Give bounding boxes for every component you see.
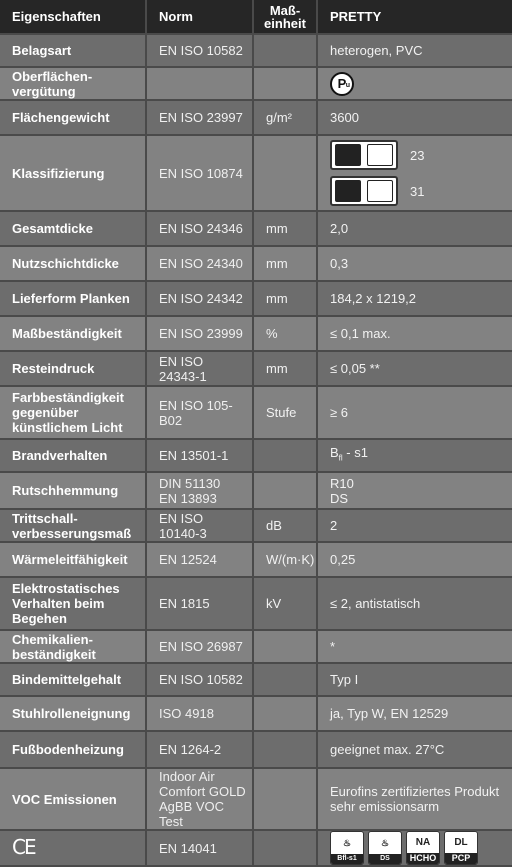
norm-cell: EN ISO 10582 (146, 663, 253, 696)
usage-class-label: 23 (410, 147, 425, 163)
value-cell: 184,2 x 1219,2 (317, 281, 512, 316)
value-cell: ≤ 0,1 max. (317, 316, 512, 351)
table-row (0, 630, 512, 663)
unit-cell: mm (253, 246, 317, 281)
value-cell: ja, Typ W, EN 12529 (317, 696, 512, 731)
slip-resistance-icon: ♨ DS (368, 831, 402, 865)
value-cell: ≤ 0,05 ** (317, 351, 512, 386)
property-cell: Fußbodenheizung (0, 731, 146, 768)
unit-cell (253, 830, 317, 866)
norm-cell: EN ISO 24340 (146, 246, 253, 281)
unit-cell: % (253, 316, 317, 351)
norm-cell: EN ISO 26987 (146, 630, 253, 663)
value-cell: Eurofins zertifiziertes Produkt sehr emissionsarm (317, 768, 512, 830)
property-cell: Farbbeständigkeit gegenüber künstlichem Licht (0, 386, 146, 439)
property-cell: Klassifizierung (0, 135, 146, 211)
property-cell: Flächengewicht (0, 100, 146, 135)
value-cell: 2 (317, 509, 512, 542)
unit-cell (253, 439, 317, 472)
norm-cell: EN 1815 (146, 577, 253, 630)
property-cell: Maßbeständigkeit (0, 316, 146, 351)
property-cell (0, 830, 146, 866)
property-cell: Nutzschichtdicke (0, 246, 146, 281)
table-row (0, 316, 512, 351)
norm-cell: DIN 51130 EN 13893 (146, 472, 253, 509)
property-cell: Gesamtdicke (0, 211, 146, 246)
norm-cell: EN 14041 (146, 830, 253, 866)
header-properties: Eigenschaften (0, 0, 146, 34)
unit-cell: mm (253, 351, 317, 386)
table-row (0, 768, 512, 830)
norm-cell: EN 13501-1 (146, 439, 253, 472)
value-cell: Typ I (317, 663, 512, 696)
table-row (0, 281, 512, 316)
table-row (0, 472, 512, 509)
norm-cell: EN ISO 23999 (146, 316, 253, 351)
property-cell: Lieferform Planken (0, 281, 146, 316)
value-cell: geeignet max. 27°C (317, 731, 512, 768)
header-product: PRETTY (317, 0, 512, 34)
norm-cell: EN ISO 24342 (146, 281, 253, 316)
table-row (0, 663, 512, 696)
value-cell (317, 67, 512, 100)
property-cell: Rutschhemmung (0, 472, 146, 509)
table-row (0, 577, 512, 630)
table-row (0, 696, 512, 731)
table-row (0, 830, 512, 866)
table-row (0, 246, 512, 281)
value-cell (317, 135, 512, 211)
usage-class-23-icon (330, 140, 398, 170)
norm-cell: EN 12524 (146, 542, 253, 577)
unit-cell: Stufe (253, 386, 317, 439)
unit-cell (253, 663, 317, 696)
unit-cell: dB (253, 509, 317, 542)
value-cell (317, 830, 512, 866)
pcp-icon: DL PCP (444, 831, 478, 865)
norm-cell: EN ISO 10582 (146, 34, 253, 67)
property-cell: Chemikalien- beständigkeit (0, 630, 146, 663)
table-row (0, 386, 512, 439)
value-cell: ≥ 6 (317, 386, 512, 439)
table-row (0, 67, 512, 100)
norm-cell (146, 67, 253, 100)
norm-cell: EN ISO 24343-1 (146, 351, 253, 386)
property-cell: Elektrostatisches Verhalten beim Begehen (0, 577, 146, 630)
norm-cell: ISO 4918 (146, 696, 253, 731)
property-cell: Resteindruck (0, 351, 146, 386)
unit-cell (253, 630, 317, 663)
table-row (0, 135, 512, 211)
property-cell: Belagsart (0, 34, 146, 67)
fire-class-icon: ♨ Bfl-s1 (330, 831, 364, 865)
usage-class-label: 31 (410, 183, 425, 199)
norm-cell: EN ISO 23997 (146, 100, 253, 135)
value-cell: 0,3 (317, 246, 512, 281)
unit-cell: W/(m·K) (253, 542, 317, 577)
norm-cell: EN ISO 105-B02 (146, 386, 253, 439)
table-row (0, 731, 512, 768)
unit-cell (253, 768, 317, 830)
value-cell: 2,0 (317, 211, 512, 246)
property-cell: VOC Emissionen (0, 768, 146, 830)
unit-cell: mm (253, 281, 317, 316)
value-cell: R10 DS (317, 472, 512, 509)
unit-cell: g/m² (253, 100, 317, 135)
unit-cell (253, 472, 317, 509)
unit-cell (253, 731, 317, 768)
norm-cell: EN ISO 10874 (146, 135, 253, 211)
value-cell: 0,25 (317, 542, 512, 577)
header-norm: Norm (146, 0, 253, 34)
pu-icon: P u (330, 72, 354, 96)
ce-mark-icon: CE (12, 834, 35, 859)
header-unit: Maß- einheit (253, 0, 317, 34)
table-row (0, 34, 512, 67)
unit-cell (253, 696, 317, 731)
property-cell: Trittschall- verbesserungsmaß (0, 509, 146, 542)
table-row (0, 509, 512, 542)
unit-cell (253, 135, 317, 211)
norm-cell: EN ISO 24346 (146, 211, 253, 246)
property-cell: Bindemittelgehalt (0, 663, 146, 696)
value-cell: 3600 (317, 100, 512, 135)
unit-cell: mm (253, 211, 317, 246)
norm-cell: Indoor Air Comfort GOLD AgBB VOC Test (146, 768, 253, 830)
table-row (0, 211, 512, 246)
unit-cell: kV (253, 577, 317, 630)
usage-class-31-icon (330, 176, 398, 206)
table-row (0, 100, 512, 135)
value-cell: ≤ 2, antistatisch (317, 577, 512, 630)
formaldehyde-icon: NA HCHO (406, 831, 440, 865)
table-row (0, 351, 512, 386)
value-cell: heterogen, PVC (317, 34, 512, 67)
norm-cell: EN 1264-2 (146, 731, 253, 768)
property-cell: Wärmeleitfähigkeit (0, 542, 146, 577)
unit-cell (253, 67, 317, 100)
norm-cell: EN ISO 10140-3 (146, 509, 253, 542)
unit-cell (253, 34, 317, 67)
table-row (0, 439, 512, 472)
value-cell: $B_{fl} - s1$ (317, 439, 512, 472)
header-row (0, 0, 512, 34)
property-cell: Brandverhalten (0, 439, 146, 472)
value-cell: * (317, 630, 512, 663)
property-cell: Stuhlrolleneignung (0, 696, 146, 731)
property-cell: Oberflächen- vergütung (0, 67, 146, 100)
table-row (0, 542, 512, 577)
